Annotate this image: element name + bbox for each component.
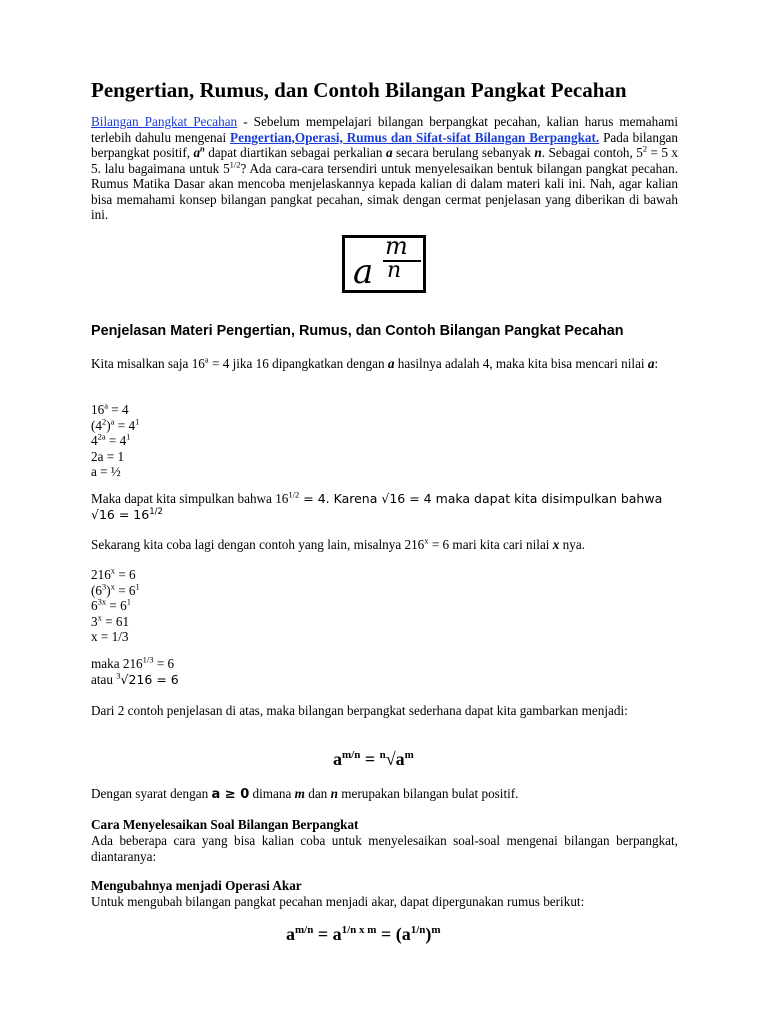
step-line: $6^{3x} = 6^1$ xyxy=(91,596,131,613)
section1-paragraph: Kita misalkan saja $16^a = 4$ jika 16 dipangkatkan dengan a hasilnya adalah 4, maka kita bisa mencari nilai a: xyxy=(91,354,659,371)
step-line: $(4^2)^a = 4^1$ xyxy=(91,416,140,433)
step-line: $3^x = 61$ xyxy=(91,612,130,629)
conclusion-paragraph: Maka dapat kita simpulkan bahwa $16^{1/2} = 4$. Karena √16 = 4 maka dapat kita disimpulkan bahwa $√16 = 16^{1/2}$ xyxy=(91,489,663,522)
section2 xyxy=(91,817,678,864)
step-line: $4^{2a} = 4^1$ xyxy=(91,431,131,448)
section3-text: Untuk mengubah bilangan pangkat pecahan menjadi akar, dapat dipergunakan rumus berikut: xyxy=(91,894,585,909)
example1-steps xyxy=(91,402,678,480)
link-pengertian-operasi[interactable]: Pengertian,Operasi, Rumus dan Sifat-sifat Bilangan Berpangkat. xyxy=(230,129,600,145)
step-line: $216^x = 6$ xyxy=(91,565,136,582)
example2-steps xyxy=(91,567,678,645)
section3-heading: Mengubahnya menjadi Operasi Akar xyxy=(91,878,302,893)
step-line: x = 1/3 xyxy=(91,629,129,644)
step-line: $(6^3)^x = 6^1$ xyxy=(91,581,140,598)
example2-intro: Sekarang kita coba lagi dengan contoh yang lain, misalnya $216^x = 6$ mari kita cari nilai x nya. xyxy=(91,535,586,552)
section3 xyxy=(91,878,678,910)
summary-paragraph: Dari 2 contoh penjelasan di atas, maka bilangan berpangkat sederhana dapat kita gambarkan menjadi: xyxy=(91,703,628,718)
operation-root-formula: $a^{m/n} = a^{1/n x m} = (a^{1/n})^m$ xyxy=(286,924,441,944)
link-bilangan-pangkat-pecahan[interactable]: Bilangan Pangkat Pecahan xyxy=(91,114,238,129)
step-line: $16^a = 4$ xyxy=(91,400,129,417)
root-rule-formula: $a^{m/n} = ^n√a^m$ xyxy=(333,749,414,769)
section2-heading: Cara Menyelesaikan Soal Bilangan Berpangkat xyxy=(91,817,359,832)
fractional-exponent-formula-image: a m n xyxy=(342,235,426,293)
section1-heading: Penjelasan Materi Pengertian, Rumus, dan Contoh Bilangan Pangkat Pecahan xyxy=(91,323,624,339)
condition-paragraph: Dengan syarat dengan a ≥ 0 dimana m dan n merupakan bilangan bulat positif. xyxy=(91,786,519,802)
section2-text: Ada beberapa cara yang bisa kalian coba untuk menyelesaikan soal-soal mengenai bilangan berpangkat, diantaranya: xyxy=(91,833,678,864)
step-line: 2a = 1 xyxy=(91,448,125,464)
page-title: Pengertian, Rumus, dan Contoh Bilangan Pangkat Pecahan xyxy=(91,78,627,102)
example2-result: maka $216^{1/3} = 6$ atau $^3$√216 = 6 xyxy=(91,654,179,687)
intro-paragraph: Bilangan Pangkat Pecahan - Sebelum mempelajari bilangan berpangkat pecahan, kalian harus memahami terlebih dahulu mengenai Pengertian,Operasi, Rumus dan Sifat-sifat Bilangan Berpangkat. Pada bilangan berpangkat positif, $a^n$ dapat diartikan sebagai perkalian a secara berulang sebanyak n. Sebagai contoh, $5^2 = 5$ x 5. lalu bagaimana untuk $5^{1/2}$? Ada cara-cara tersendiri untuk menyelesaikan bentuk bilangan pangkat pecahan. Rumus Matika Dasar akan mencoba menjelaskannya kepada kalian di dalam materi kali ini. Nah, agar kalian bisa memahami konsep bilangan pangkat pecahan, simak dengan cermat penjelasan yang diberikan di bawah ini. xyxy=(91,114,679,222)
step-line: a = ½ xyxy=(91,464,121,479)
